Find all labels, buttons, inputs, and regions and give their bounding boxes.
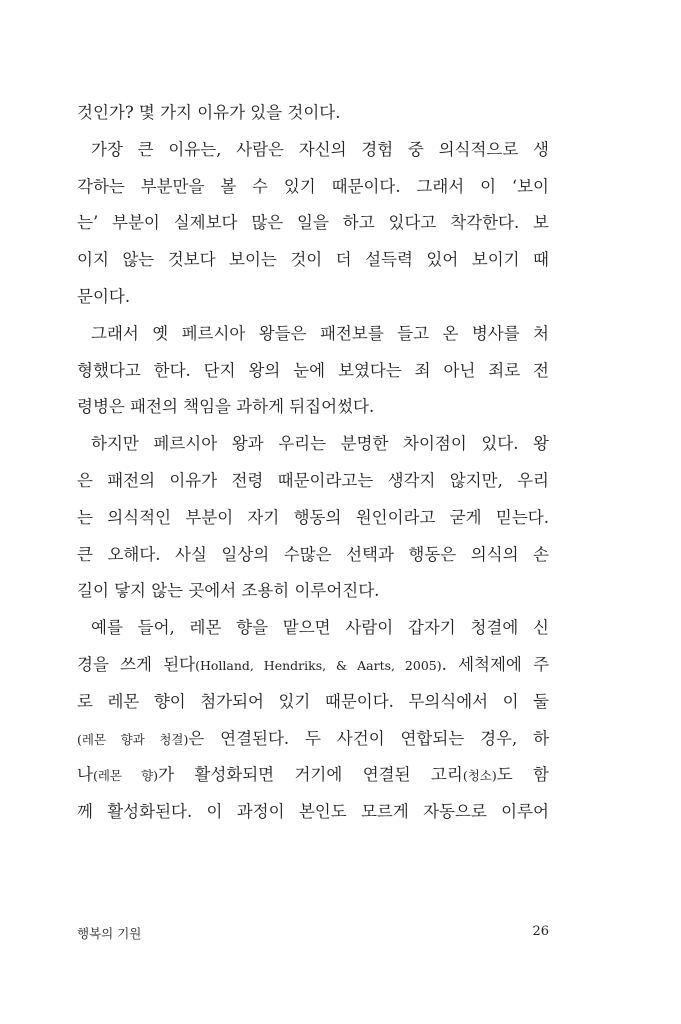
text-line [77, 539, 549, 576]
text-line [77, 465, 549, 502]
line-text: 큰 오해다. 사실 일상의 수많은 선택과 행동은 의식의 손 [77, 544, 549, 564]
line-text: 문이다. [77, 286, 131, 306]
line-text: 각하는 부분만을 볼 수 있기 때문이다. 그래서 이 ‘보이 [77, 176, 549, 196]
text-line [77, 723, 549, 760]
line-text: 은 연결된다. 두 사건이 연합되는 경우, 하 [188, 728, 550, 748]
body-text [77, 97, 549, 833]
page-number: 26 [532, 924, 549, 939]
line-text: 그래서 옛 페르시아 왕들은 패전보를 들고 온 병사를 처 [91, 323, 549, 343]
citation-text: (레몬 향) [92, 768, 159, 784]
text-line [77, 612, 549, 649]
line-text: 께 활성화된다. 이 과정이 본인도 모르게 자동으로 이루어 [77, 802, 549, 822]
text-line [77, 281, 549, 318]
line-text: 경을 쓰게 된다 [77, 654, 196, 674]
citation-text: (Holland, Hendriks, & Aarts, 2005) [195, 657, 442, 673]
text-line [77, 244, 549, 281]
citation-text: (청소) [462, 768, 497, 784]
text-line [77, 171, 549, 208]
text-line [77, 686, 549, 723]
line-text: 는 의식적인 부분이 자기 행동의 원인이라고 굳게 믿는다. [77, 507, 549, 527]
line-text: 는’ 부분이 실제보다 많은 일을 하고 있다고 착각한다. 보 [77, 213, 549, 233]
line-text: 로 레몬 향이 첨가되어 있기 때문이다. 무의식에서 이 둘 [77, 691, 549, 711]
text-line [77, 355, 549, 392]
text-line [77, 207, 549, 244]
line-text: 형했다고 한다. 단지 왕의 눈에 보였다는 죄 아닌 죄로 전 [77, 360, 549, 380]
line-text: 가 활성화되면 거기에 연결된 고리 [158, 765, 463, 785]
text-line [77, 134, 549, 171]
text-line [77, 759, 549, 796]
line-text: 예를 들어, 레몬 향을 맡으면 사람이 갑자기 청결에 신 [91, 618, 549, 638]
line-text: 것인가? 몇 가지 이유가 있을 것이다. [77, 103, 341, 122]
line-text: . 세척제에 주 [441, 654, 550, 674]
text-line [77, 575, 549, 612]
text-line [77, 649, 549, 686]
line-text: 가장 큰 이유는, 사람은 자신의 경험 중 의식적으로 생 [91, 139, 549, 159]
line-text: 하지만 페르시아 왕과 우리는 분명한 차이점이 있다. 왕 [91, 434, 549, 454]
text-line [77, 97, 549, 134]
text-line [77, 428, 549, 465]
citation-text: (레몬 향과 청결) [77, 731, 189, 747]
text-line [77, 796, 549, 833]
text-line [77, 318, 549, 355]
line-text: 은 패전의 이유가 전령 때문이라고는 생각지 않지만, 우리 [77, 470, 549, 490]
line-text: 나 [77, 765, 93, 785]
line-text: 이지 않는 것보다 보이는 것이 더 설득력 있어 보이기 때 [77, 250, 549, 270]
line-text: 길이 닿지 않는 곳에서 조용히 이루어진다. [77, 581, 380, 601]
text-line [77, 391, 549, 428]
text-line [77, 502, 549, 539]
line-text: 령병은 패전의 책임을 과하게 뒤집어썼다. [77, 397, 375, 417]
running-footer-title: 행복의 기원 [77, 926, 142, 941]
line-text: 도 함 [496, 765, 549, 785]
